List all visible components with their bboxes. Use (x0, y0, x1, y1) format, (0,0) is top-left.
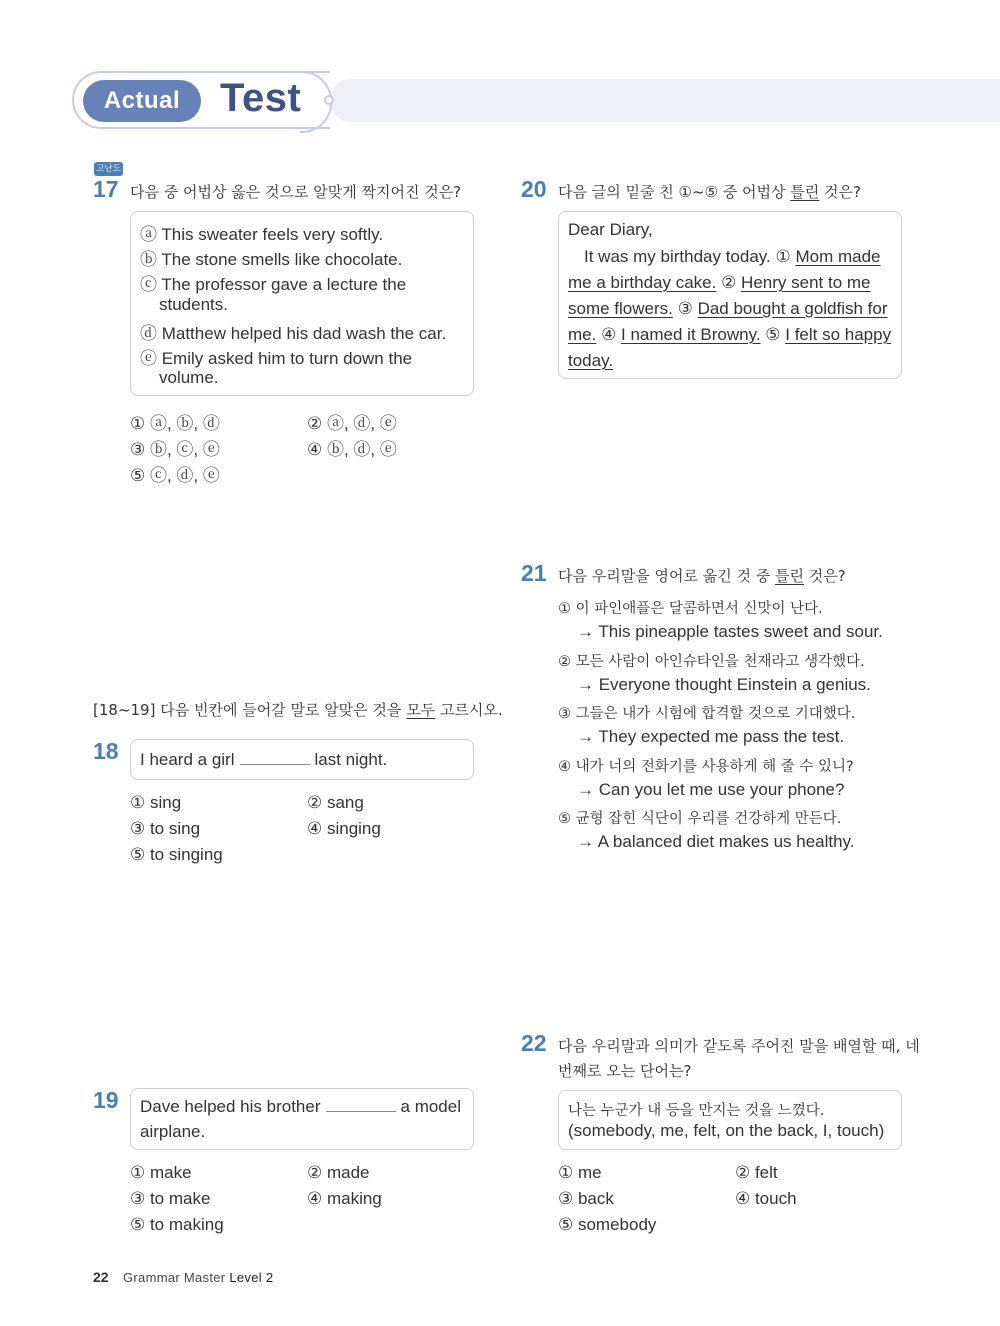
q18-choice-1[interactable]: ① sing (130, 793, 182, 812)
test-title: Test (220, 76, 302, 120)
q21-item-1-ko[interactable]: ① 이 파인애플은 달콤하면서 신맛이 난다. (558, 601, 823, 617)
q17-item-c-cont: students. (159, 295, 228, 314)
q21-item-3-en: → They expected me pass the test. (577, 727, 845, 746)
q22-choice-3[interactable]: ③ back (558, 1189, 614, 1208)
q22-number: 22 (521, 1030, 547, 1056)
q22-question-line-2: 번째로 오는 단어는? (558, 1062, 692, 1080)
q19-choice-1[interactable]: ① make (130, 1163, 192, 1182)
q22-box-words: (somebody, me, felt, on the back, I, touch) (568, 1121, 885, 1140)
q21-item-5-ko[interactable]: ⑤ 균형 잡힌 식단이 우리를 건강하게 만든다. (558, 811, 842, 827)
q19-choice-5[interactable]: ⑤ to making (130, 1215, 224, 1234)
q17-item-e: ⓔ Emily asked him to turn down the (140, 349, 413, 368)
q19-choice-4[interactable]: ④ making (307, 1189, 382, 1208)
page-number: 22 (93, 1269, 109, 1285)
q17-item-b: ⓑ The stone smells like chocolate. (140, 250, 403, 269)
q18-blank (240, 751, 310, 765)
q20-line-1: It was my birthday today. ① Mom made (584, 247, 881, 266)
q21-question: 다음 우리말을 영어로 옮긴 것 중 틀린 것은? (558, 567, 846, 585)
q18-choice-2[interactable]: ② sang (307, 793, 364, 812)
q17-item-d: ⓓ Matthew helped his dad wash the car. (140, 324, 447, 343)
q17-choice-4[interactable]: ④ ⓑ, ⓓ, ⓔ (307, 440, 397, 459)
q22-choice-1[interactable]: ① me (558, 1163, 602, 1182)
header-band (330, 79, 1000, 122)
q20-line-3: some flowers. ③ Dad bought a goldfish for (568, 299, 888, 318)
q22-question-line-1: 다음 우리말과 의미가 같도록 주어진 말을 배열할 때, 네 (558, 1037, 920, 1055)
q20-number: 20 (521, 176, 547, 202)
q17-item-a: ⓐ This sweater feels very softly. (140, 225, 384, 244)
q22-choice-4[interactable]: ④ touch (735, 1189, 797, 1208)
q22-choice-5[interactable]: ⑤ somebody (558, 1215, 657, 1234)
q19-choice-2[interactable]: ② made (307, 1163, 370, 1182)
q21-item-3-ko[interactable]: ③ 그들은 내가 시험에 합격할 것으로 기대했다. (558, 706, 856, 722)
q17-number: 17 (93, 176, 119, 202)
q22-box-korean: 나는 누군가 내 등을 만지는 것을 느꼈다. (568, 1103, 825, 1119)
q17-item-c: ⓒ The professor gave a lecture the (140, 275, 407, 294)
actual-label: Actual (83, 80, 201, 122)
q17-question: 다음 중 어법상 옳은 것으로 알맞게 짝지어진 것은? (130, 183, 462, 201)
q20-question: 다음 글의 밑줄 친 ①~⑤ 중 어법상 틀린 것은? (558, 183, 861, 201)
q21-item-5-en: → A balanced diet makes us healthy. (577, 832, 855, 851)
q18-choice-5[interactable]: ⑤ to singing (130, 845, 223, 864)
q21-item-1-en: → This pineapple tastes sweet and sour. (577, 622, 883, 641)
q20-line-4: me. ④ I named it Browny. ⑤ I felt so happy (568, 325, 892, 344)
q19-number: 19 (93, 1087, 119, 1113)
q19-sentence-cont: airplane. (140, 1122, 206, 1141)
difficulty-badge: 고난도 (94, 162, 123, 176)
q20-salutation: Dear Diary, (568, 220, 653, 239)
q21-item-2-en: → Everyone thought Einstein a genius. (577, 675, 871, 694)
q18-choice-3[interactable]: ③ to sing (130, 819, 201, 838)
q19-blank (326, 1098, 396, 1112)
q19-sentence: Dave helped his brother a model (140, 1097, 461, 1116)
q17-choice-1[interactable]: ① ⓐ, ⓑ, ⓓ (130, 414, 220, 433)
q21-item-4-ko[interactable]: ④ 내가 너의 전화기를 사용하게 해 줄 수 있니? (558, 759, 854, 775)
q17-choice-5[interactable]: ⑤ ⓒ, ⓓ, ⓔ (130, 466, 220, 485)
q21-item-4-en: → Can you let me use your phone? (577, 780, 845, 799)
q17-item-e-cont: volume. (159, 368, 219, 387)
q21-number: 21 (521, 560, 547, 586)
q17-choice-3[interactable]: ③ ⓑ, ⓒ, ⓔ (130, 440, 220, 459)
header-dot (324, 95, 334, 105)
q20-line-2: me a birthday cake. ② Henry sent to me (568, 273, 871, 292)
q18-number: 18 (93, 738, 119, 764)
q20-line-5: today. (568, 351, 614, 370)
q18-19-instruction: [18~19] 다음 빈칸에 들어갈 말로 알맞은 것을 모두 고르시오. (93, 701, 503, 719)
q17-choice-2[interactable]: ② ⓐ, ⓓ, ⓔ (307, 414, 397, 433)
q22-choice-2[interactable]: ② felt (735, 1163, 778, 1182)
q21-item-2-ko[interactable]: ② 모든 사람이 아인슈타인을 천재라고 생각했다. (558, 654, 865, 670)
q18-choice-4[interactable]: ④ singing (307, 819, 381, 838)
q19-choice-3[interactable]: ③ to make (130, 1189, 211, 1208)
q18-sentence: I heard a girl last night. (140, 750, 388, 769)
book-title: Grammar Master Level 2 (123, 1270, 274, 1285)
